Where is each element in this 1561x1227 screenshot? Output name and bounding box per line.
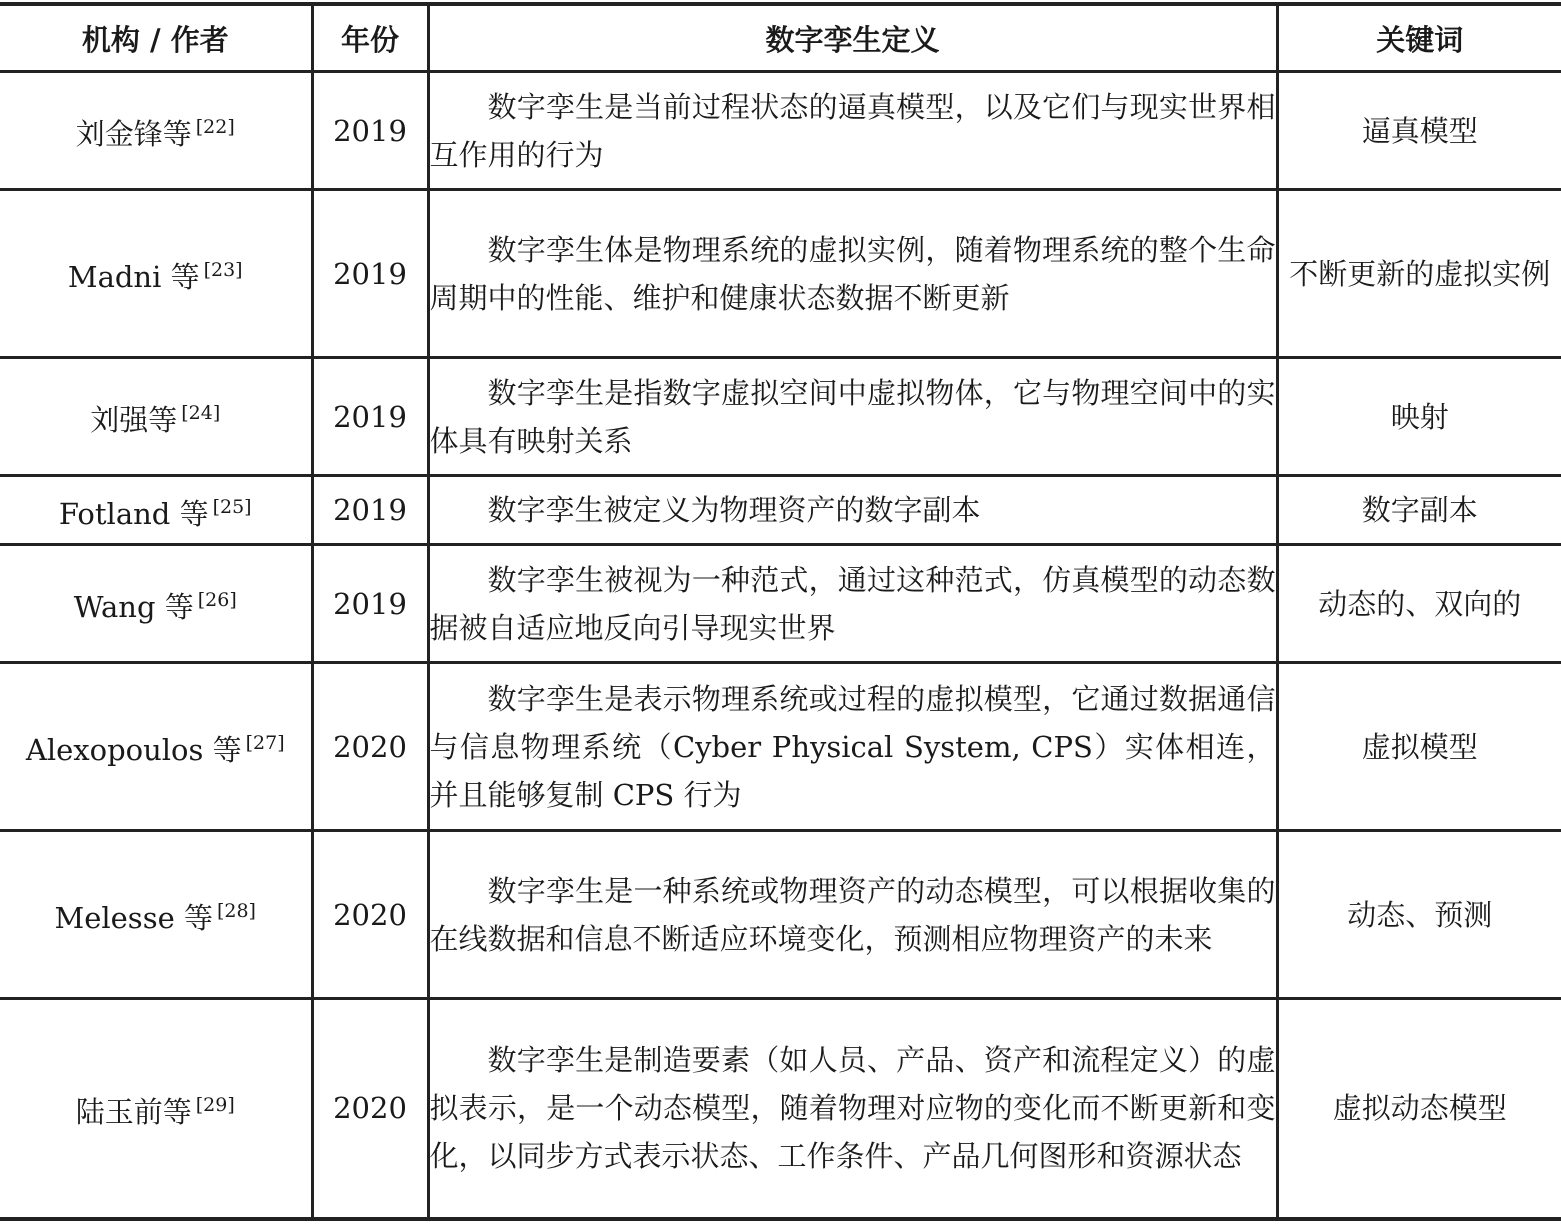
author-cell bbox=[0, 190, 312, 358]
author-cell bbox=[0, 476, 312, 545]
year-cell: 2019 bbox=[312, 72, 428, 190]
author-name: Fotland 等 bbox=[58, 496, 209, 531]
header-keywords: 关键词 bbox=[1277, 4, 1561, 72]
author-name: Alexopoulos 等 bbox=[25, 733, 242, 767]
year-cell: 2020 bbox=[312, 831, 428, 999]
definition-cell: 数字孪生是一种系统或物理资产的动态模型，可以根据收集的在线数据和信息不断适应环境变化，预测相应物理资产的未来 bbox=[428, 831, 1277, 999]
definition-cell: 数字孪生体是物理系统的虚拟实例，随着物理系统的整个生命周期中的性能、维护和健康状态数据不断更新 bbox=[428, 190, 1277, 358]
reference-number: [28] bbox=[216, 900, 256, 922]
author-cell bbox=[0, 545, 312, 663]
keywords-cell: 映射 bbox=[1277, 358, 1561, 476]
author-name: Melesse 等 bbox=[54, 901, 213, 935]
year-cell: 2019 bbox=[312, 358, 428, 476]
table-row bbox=[0, 190, 1561, 358]
table-row bbox=[0, 358, 1561, 476]
header-author: 机构 / 作者 bbox=[0, 4, 312, 72]
keywords-cell: 虚拟模型 bbox=[1277, 663, 1561, 831]
table-row bbox=[0, 999, 1561, 1219]
reference-number: [26] bbox=[197, 589, 237, 611]
author-cell bbox=[0, 999, 312, 1219]
keywords-cell: 数字副本 bbox=[1277, 476, 1561, 545]
year-cell: 2020 bbox=[312, 999, 428, 1219]
definition-cell: 数字孪生是指数字虚拟空间中虚拟物体，它与物理空间中的实体具有映射关系 bbox=[428, 358, 1277, 476]
table-row bbox=[0, 72, 1561, 190]
author-name: Madni 等 bbox=[67, 260, 200, 294]
year-cell: 2020 bbox=[312, 663, 428, 831]
table-row bbox=[0, 831, 1561, 999]
table-row bbox=[0, 545, 1561, 663]
author-name: 刘强等 bbox=[90, 403, 178, 437]
year-cell: 2019 bbox=[312, 476, 428, 545]
author-cell bbox=[0, 831, 312, 999]
keywords-cell: 逼真模型 bbox=[1277, 72, 1561, 190]
definition-cell: 数字孪生被视为一种范式，通过这种范式，仿真模型的动态数据被自适应地反向引导现实世界 bbox=[428, 545, 1277, 663]
keywords-cell: 动态的、双向的 bbox=[1277, 545, 1561, 663]
year-cell: 2019 bbox=[312, 190, 428, 358]
definition-cell: 数字孪生是表示物理系统或过程的虚拟模型，它通过数据通信与信息物理系统（Cyber Physical System, CPS）实体相连，并且能够复制 CPS 行为 bbox=[428, 663, 1277, 831]
table-row bbox=[0, 663, 1561, 831]
author-name: 刘金锋等 bbox=[75, 117, 192, 151]
table-header-row bbox=[0, 4, 1561, 72]
header-definition: 数字孪生定义 bbox=[428, 4, 1277, 72]
author-cell bbox=[0, 72, 312, 190]
reference-number: [27] bbox=[245, 732, 285, 754]
reference-number: [22] bbox=[195, 116, 235, 138]
author-cell bbox=[0, 663, 312, 831]
reference-number: [25] bbox=[212, 495, 252, 518]
author-name: Wang 等 bbox=[73, 590, 194, 624]
year-cell: 2019 bbox=[312, 545, 428, 663]
reference-number: [24] bbox=[181, 402, 221, 424]
keywords-cell: 不断更新的虚拟实例 bbox=[1277, 190, 1561, 358]
author-name: 陆玉前等 bbox=[75, 1094, 192, 1129]
digital-twin-definitions-table bbox=[0, 2, 1561, 1221]
definition-cell: 数字孪生是制造要素（如人员、产品、资产和流程定义）的虚拟表示，是一个动态模型，随着物理对应物的变化而不断更新和变化，以同步方式表示状态、工作条件、产品几何图形和资源状态 bbox=[428, 999, 1277, 1219]
reference-number: [29] bbox=[195, 1093, 235, 1116]
definition-cell: 数字孪生是当前过程状态的逼真模型，以及它们与现实世界相互作用的行为 bbox=[428, 72, 1277, 190]
table-row bbox=[0, 476, 1561, 545]
definition-cell: 数字孪生被定义为物理资产的数字副本 bbox=[428, 476, 1277, 545]
keywords-cell: 动态、预测 bbox=[1277, 831, 1561, 999]
header-year: 年份 bbox=[312, 4, 428, 72]
reference-number: [23] bbox=[203, 259, 243, 281]
keywords-cell: 虚拟动态模型 bbox=[1277, 999, 1561, 1219]
author-cell bbox=[0, 358, 312, 476]
